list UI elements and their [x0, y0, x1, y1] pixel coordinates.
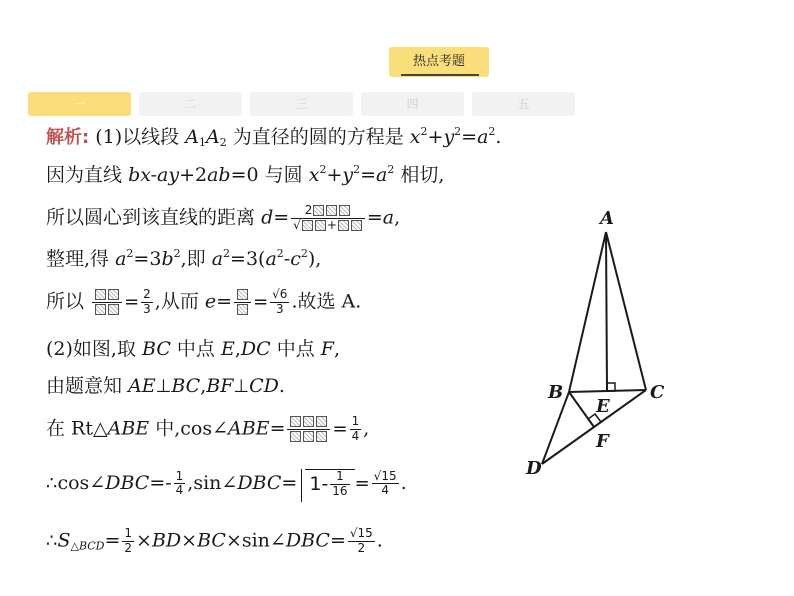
text: =0 与圆: [230, 164, 303, 186]
label-d: D: [526, 458, 542, 479]
sub: △BCD: [70, 539, 105, 553]
op: =: [360, 164, 377, 186]
op: ,: [394, 206, 401, 229]
math-var: a: [115, 248, 127, 270]
math-var: a: [382, 206, 395, 229]
text: 相切,: [400, 164, 445, 186]
hot-topic-badge[interactable]: 热点考题: [389, 47, 489, 77]
op: =: [104, 529, 121, 552]
sub: 2: [219, 136, 227, 149]
op: =: [124, 291, 140, 313]
root-six-fraction: $\frac{√6}{3}$: [272, 287, 288, 316]
text: (2)如图,取: [46, 338, 136, 360]
sub: 1: [198, 136, 206, 149]
math-var: b: [161, 248, 174, 270]
text: 整理,得: [46, 248, 110, 270]
math-var: ABE: [107, 417, 150, 440]
math-var: a: [376, 164, 388, 186]
solution-line-10: [46, 527, 383, 556]
op: =: [253, 291, 269, 313]
solution-line-9: [46, 469, 407, 499]
math-var: e: [204, 290, 217, 313]
exp: 2: [454, 125, 462, 138]
one-quarter-fraction: $\frac{1}{4}$: [351, 414, 360, 443]
math-var: BC: [142, 338, 171, 360]
text: 中点: [276, 338, 315, 360]
exp: 2: [387, 163, 395, 176]
frac-num: 2: [291, 204, 365, 219]
op: .: [495, 126, 502, 148]
label-b: B: [548, 382, 564, 403]
op: =: [329, 529, 346, 552]
op: -: [283, 248, 291, 270]
text: cos∠: [57, 471, 106, 494]
math-var: BC: [171, 375, 201, 397]
op: +2: [179, 164, 208, 186]
op: ),: [307, 248, 322, 270]
tab-2[interactable]: 二: [139, 92, 242, 116]
text: ,即: [180, 248, 206, 270]
math-var: c: [290, 248, 301, 270]
label-a: A: [600, 208, 614, 229]
math-var: ab: [207, 164, 231, 186]
op: +: [326, 164, 343, 186]
one-half-fraction: $\frac{1}{2}$: [124, 526, 133, 555]
math-var: S: [57, 529, 71, 552]
text: 中,cos∠: [155, 417, 228, 440]
exp: 2: [488, 125, 496, 138]
math-var: AE: [128, 375, 156, 397]
two-thirds-fraction: $\frac{2}{3}$: [143, 287, 151, 316]
badge-underline: [401, 74, 479, 76]
solution-line-5: [46, 288, 361, 317]
math-var: x: [409, 126, 421, 148]
op: =: [281, 471, 298, 494]
op: ×: [181, 529, 198, 552]
math-expr: bx-ay: [128, 164, 180, 186]
perp-symbol: ⊥: [155, 376, 172, 397]
text: 所以: [46, 290, 85, 313]
op: ,: [234, 338, 241, 360]
text: 在 Rt△: [46, 417, 108, 440]
exp: 2: [276, 247, 284, 260]
op: +: [427, 126, 444, 148]
label-f: F: [596, 431, 609, 452]
op: =-: [149, 471, 172, 494]
distance-fraction: [291, 204, 365, 233]
math-var: ABE: [228, 417, 270, 440]
math-var: BD: [151, 529, 182, 552]
label-e: E: [596, 396, 610, 417]
text: ×sin∠: [225, 529, 286, 552]
math-var: a: [211, 248, 224, 270]
solution-line-4: [46, 247, 322, 270]
tab-5[interactable]: 五: [472, 92, 575, 116]
math-var: BF: [206, 375, 234, 397]
op: ,: [363, 417, 370, 440]
math-var: DC: [240, 338, 271, 360]
op: .: [400, 471, 407, 494]
segment-ac: [606, 232, 646, 390]
op: =3: [133, 248, 162, 270]
tab-3[interactable]: 三: [250, 92, 353, 116]
solution-line-3: [46, 204, 400, 233]
exp: 2: [300, 247, 308, 260]
math-var: y: [342, 164, 354, 186]
root-fifteen-half-fraction: $\frac{√15}{2}$: [349, 526, 373, 555]
perp-symbol: ⊥: [233, 376, 250, 397]
solution-line-8: [46, 415, 369, 444]
sqrt-expression: 1- $\frac{1}{16}$: [305, 469, 354, 499]
math-var: y: [443, 126, 455, 148]
op: .: [376, 529, 383, 552]
math-var: DBC: [285, 529, 330, 552]
text: ,从而: [154, 290, 199, 313]
exp: 2: [223, 247, 231, 260]
exp: 2: [319, 163, 327, 176]
op: =: [332, 418, 348, 440]
ratio-fraction: [92, 288, 122, 317]
op: =3(: [230, 248, 266, 270]
text: 中点: [176, 338, 215, 360]
op: =: [269, 417, 286, 440]
geometry-figure: [512, 202, 682, 482]
tab-4[interactable]: 四: [361, 92, 464, 116]
op: ×: [136, 529, 152, 552]
math-var: DBC: [237, 471, 282, 494]
math-var: a: [265, 248, 277, 270]
solution-line-1: [46, 125, 502, 149]
math-var: BC: [197, 529, 226, 552]
text: 所以圆心到该直线的距离: [46, 206, 256, 229]
op: ,: [200, 375, 207, 397]
one-sixteenth-fraction: $\frac{1}{16}$: [332, 469, 348, 498]
neg-quarter-fraction: $\frac{1}{4}$: [175, 468, 184, 498]
text: 由题意知: [46, 375, 123, 397]
op: =: [461, 126, 478, 148]
text: 因为直线: [46, 164, 123, 186]
op: ,: [333, 338, 341, 360]
text: .故选 A.: [291, 290, 362, 313]
math-var: E: [220, 338, 235, 360]
frac-den: √ +: [291, 219, 365, 233]
op: .: [278, 375, 285, 397]
be-ab-fraction: [287, 415, 330, 444]
solution-line-6: [46, 340, 340, 359]
exp: 2: [420, 125, 428, 138]
therefore-symbol: ∴: [46, 472, 58, 494]
solution-label: 解析:: [46, 127, 90, 148]
segment-ae: [606, 232, 607, 391]
math-var: d: [261, 206, 274, 229]
solution-line-7: [46, 377, 285, 396]
math-var: F: [320, 338, 334, 360]
math-var: a: [477, 126, 489, 148]
text: 为直径的圆的方程是: [232, 126, 404, 148]
op: =: [354, 472, 370, 494]
op: =: [216, 290, 233, 313]
math-var: A: [205, 126, 220, 148]
segment-ab: [569, 232, 606, 392]
ca-fraction: [234, 288, 251, 317]
math-var: A: [185, 126, 199, 148]
root-fifteen-quarter-fraction: $\frac{√15}{4}$: [373, 468, 397, 498]
exp: 2: [353, 163, 361, 176]
math-var: CD: [249, 375, 279, 397]
solution-line-2: [46, 163, 445, 186]
therefore-symbol: ∴: [46, 530, 58, 552]
exp: 2: [126, 247, 134, 260]
math-var: x: [308, 164, 320, 186]
text: ,sin∠: [187, 471, 238, 494]
op: =: [366, 206, 383, 229]
op: =: [273, 206, 290, 229]
exp: 2: [173, 247, 181, 260]
math-var: DBC: [105, 471, 150, 494]
tab-1[interactable]: 一: [28, 92, 131, 116]
right-angle-e: [607, 383, 615, 391]
text: (1)以线段: [95, 126, 180, 148]
label-c: C: [650, 382, 665, 403]
